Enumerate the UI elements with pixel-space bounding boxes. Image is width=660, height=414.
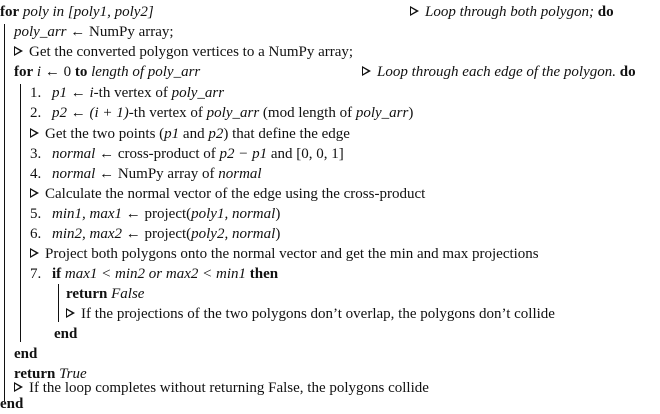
keyword-return: return — [66, 286, 108, 302]
algo-line-10 — [30, 184, 425, 204]
rhs-and: and — [267, 146, 297, 162]
assign-arrow: ← — [99, 146, 115, 162]
algo-line-4-comment — [362, 62, 636, 82]
keyword-to: to — [74, 64, 88, 80]
algo-line-16 — [66, 304, 555, 324]
assign-lhs: p2 — [52, 105, 67, 121]
algo-line-21 — [0, 394, 23, 414]
algo-line-11 — [30, 204, 280, 224]
loop-variable: poly — [22, 4, 49, 20]
assign-lhs: p1 — [52, 85, 67, 101]
comment-triangle-icon — [14, 46, 23, 56]
rhs-mod-text: (mod length of — [259, 105, 356, 121]
comment-triangle-icon — [30, 248, 39, 258]
rhs-var: normal — [218, 166, 262, 182]
rhs-text: NumPy array of — [117, 166, 219, 182]
index-var: i — [89, 85, 94, 101]
comment-triangle-icon — [14, 382, 23, 392]
comment-text-a: Get the two points ( — [45, 126, 165, 142]
keyword-do: do — [619, 64, 636, 80]
algo-line-1-comment — [410, 2, 614, 22]
algo-line-9 — [30, 164, 262, 184]
outer-for-block-rule — [4, 24, 5, 401]
rhs-var: poly_arr — [171, 85, 225, 101]
algo-line-4 — [14, 62, 200, 82]
rhs-vector: [0, 0, 1] — [296, 146, 344, 162]
algo-line-12 — [30, 224, 280, 244]
assign-lhs: min1, max1 — [52, 206, 122, 222]
comment-text: Get the converted polygon vertices to a NumPy array; — [29, 44, 354, 60]
assign-arrow: ← — [70, 85, 86, 101]
rhs-args: poly1, normal — [191, 206, 276, 222]
loop-end: length of poly_arr — [91, 64, 201, 80]
rhs-text: -th vertex of — [93, 85, 172, 101]
loop-index: i — [36, 64, 42, 80]
comment-text-b: and — [179, 126, 209, 142]
return-value: True — [59, 366, 87, 382]
step-number: 6. — [30, 226, 42, 242]
assign-arrow: ← — [70, 24, 86, 40]
algo-line-18 — [14, 344, 37, 364]
comment-text: Calculate the normal vector of the edge using the cross-product — [45, 186, 426, 202]
assign-lhs: min2, max2 — [52, 226, 122, 242]
algo-line-7 — [30, 124, 350, 144]
algo-line-3 — [14, 42, 353, 62]
index-expr: (i + 1) — [89, 105, 129, 121]
rhs-close: ) — [275, 206, 281, 222]
loop-start: 0 — [63, 64, 72, 80]
comment-p1: p1 — [164, 126, 180, 142]
step-number: 5. — [30, 206, 42, 222]
condition-a: max1 < min2 — [64, 266, 146, 282]
keyword-for: for — [14, 64, 34, 80]
assign-lhs: poly_arr — [14, 24, 67, 40]
rhs-text: project( — [144, 226, 192, 242]
comment-triangle-icon — [362, 66, 371, 76]
assign-arrow: ← — [125, 206, 141, 222]
assign-rhs: NumPy array; — [89, 24, 174, 40]
comment-triangle-icon — [30, 128, 39, 138]
algo-line-8 — [30, 144, 344, 164]
keyword-then: then — [249, 266, 279, 282]
comment-text: Project both polygons onto the normal vector and get the min and max projections — [45, 246, 539, 262]
comment-text: If the projections of the two polygons don’t overlap, the polygons don’t collide — [81, 306, 555, 322]
algo-line-15 — [66, 284, 144, 304]
step-number: 3. — [30, 146, 42, 162]
if-block-rule — [58, 284, 59, 322]
step-number: 1. — [30, 85, 42, 101]
assign-arrow: ← — [44, 64, 60, 80]
algo-line-6 — [30, 103, 413, 123]
algo-line-17 — [54, 324, 77, 344]
keyword-return: return — [14, 366, 56, 382]
algo-line-5 — [30, 83, 224, 103]
rhs-args: poly2, normal — [191, 226, 276, 242]
assign-arrow: ← — [99, 166, 115, 182]
comment-text: If the loop completes without returning False, the polygons collide — [29, 380, 429, 396]
rhs-close: ) — [408, 105, 414, 121]
algo-line-2 — [14, 22, 174, 42]
rhs-text: cross-product of — [117, 146, 220, 162]
algo-line-13 — [30, 244, 539, 264]
comment-triangle-icon — [410, 6, 419, 16]
comment-p2: p2 — [208, 126, 224, 142]
assign-lhs: normal — [52, 166, 96, 182]
assign-lhs: normal — [52, 146, 96, 162]
condition-b: max2 < min1 — [165, 266, 247, 282]
keyword-end: end — [14, 346, 38, 362]
comment-triangle-icon — [30, 188, 39, 198]
step-number: 2. — [30, 105, 42, 121]
keyword-end: end — [0, 396, 24, 412]
keyword-do: do — [597, 4, 614, 20]
comment-triangle-icon — [66, 308, 75, 318]
inner-for-block-rule — [20, 84, 21, 342]
rhs-var-2: poly_arr — [355, 105, 409, 121]
rhs-var: poly_arr — [206, 105, 260, 121]
assign-arrow: ← — [125, 226, 141, 242]
rhs-close: ) — [275, 226, 281, 242]
rhs-text: project( — [144, 206, 192, 222]
keyword-in: in — [52, 4, 65, 20]
comment-text-c: ) that define the edge — [223, 126, 350, 142]
step-number: 7. — [30, 266, 42, 282]
keyword-end: end — [54, 326, 78, 342]
comment-text: Loop through both polygon; — [425, 4, 595, 20]
comment-text: Loop through each edge of the polygon. — [377, 64, 616, 80]
keyword-if: if — [52, 266, 62, 282]
rhs-expr: p2 − p1 — [219, 146, 268, 162]
keyword-for: for — [0, 4, 20, 20]
loop-list: [poly1, poly2] — [67, 4, 154, 20]
rhs-text: -th vertex of — [128, 105, 207, 121]
step-number: 4. — [30, 166, 42, 182]
algo-line-1 — [0, 2, 154, 22]
algo-line-20 — [14, 378, 429, 398]
algo-line-14 — [30, 264, 278, 284]
keyword-or: or — [148, 266, 163, 282]
return-value: False — [111, 286, 145, 302]
assign-arrow: ← — [70, 105, 86, 121]
